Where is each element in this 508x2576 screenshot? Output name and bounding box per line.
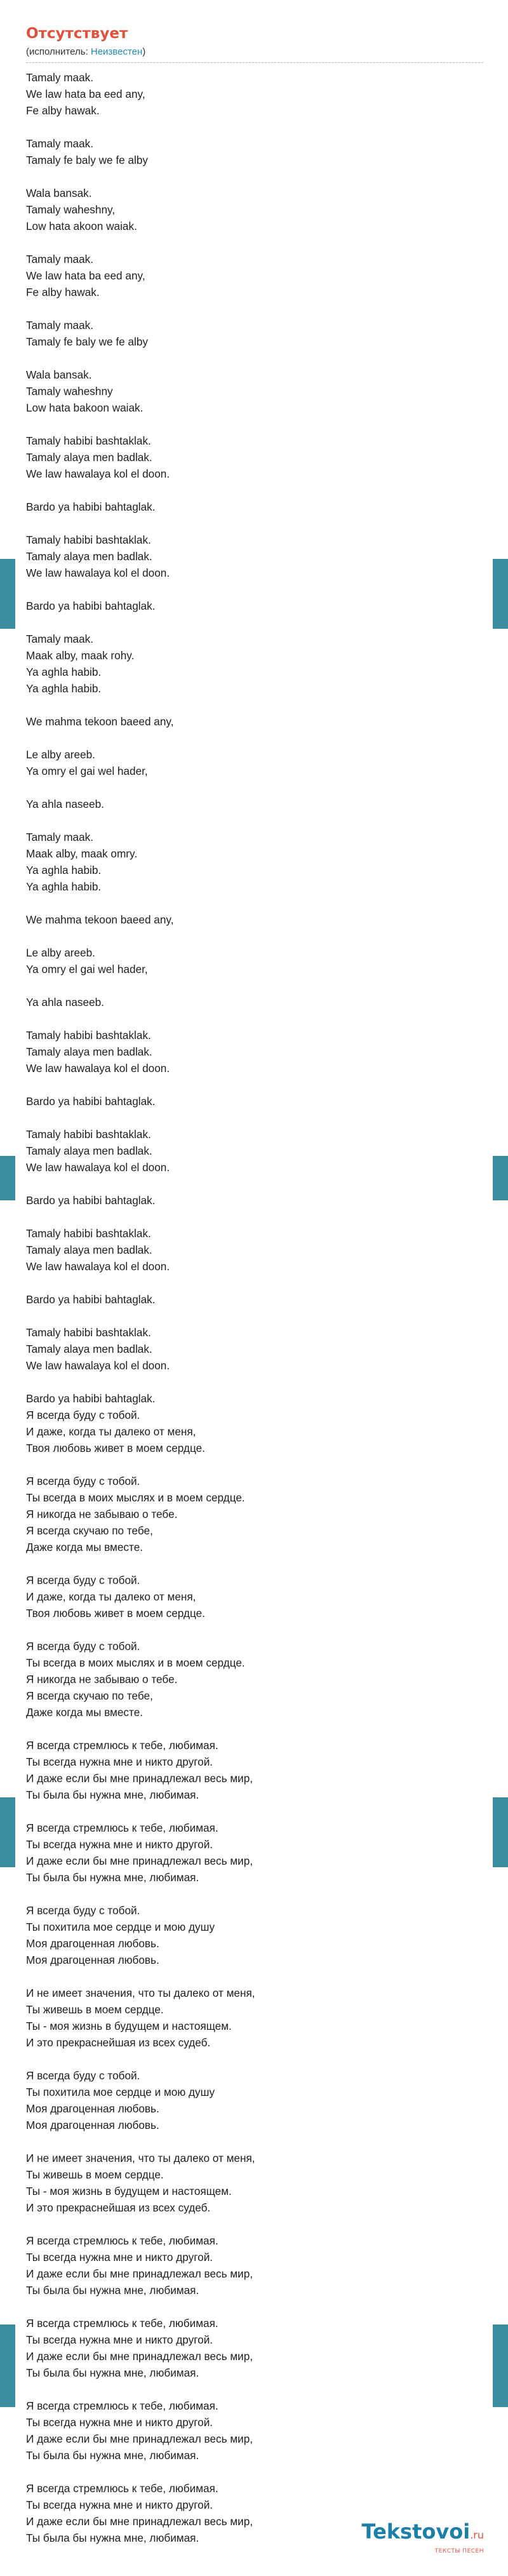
lyrics-stanza	[26, 2150, 483, 2216]
lyric-line: Твоя любовь живет в моем сердце.	[26, 1442, 205, 1454]
lyrics-stanza	[26, 713, 483, 730]
lyrics-stanza	[26, 1324, 483, 1374]
lyric-line: Твоя любовь живет в моем сердце.	[26, 1607, 205, 1620]
lyric-line: И это прекраснейшая из всех судеб.	[26, 2201, 211, 2214]
lyric-line: Tamaly fe baly we fe alby	[26, 154, 149, 166]
lyric-line: Fe alby hawak.	[26, 104, 100, 117]
lyric-line: И даже если бы мне принадлежал весь мир,	[26, 2350, 253, 2363]
lyric-line: Tamaly habibi bashtaklak.	[26, 1128, 151, 1141]
lyric-line: We mahma tekoon baeed any,	[26, 715, 174, 728]
lyric-line: Я всегда стремлюсь к тебе, любимая.	[26, 2482, 218, 2495]
lyric-line: We law hawalaya kol el doon.	[26, 467, 170, 480]
lyric-line: Ты всегда нужна мне и никто другой.	[26, 1755, 213, 1768]
lyric-line: И даже если бы мне принадлежал весь мир,	[26, 2432, 253, 2445]
lyric-line: Tamaly maak.	[26, 71, 94, 84]
lyrics-stanza	[26, 1638, 483, 1721]
lyric-line: We law hawalaya kol el doon.	[26, 1161, 170, 1174]
artist-line	[26, 46, 483, 58]
lyric-line: Ya omry el gai wel hader,	[26, 765, 148, 777]
side-band-left	[0, 1156, 15, 1200]
logo-tagline: ТЕКСТЫ ПЕСЕН	[434, 2548, 484, 2554]
lyric-line: Low hata bakoon waiak.	[26, 401, 144, 414]
lyric-line: Tamaly alaya men badlak.	[26, 550, 152, 563]
header-divider	[26, 62, 483, 63]
logo-text: Tekstovoi	[361, 2519, 471, 2544]
lyric-line: Моя драгоценная любовь.	[26, 1954, 159, 1966]
left-margin-bar	[0, 0, 15, 2576]
lyric-line: Maak alby, maak omry.	[26, 847, 138, 860]
lyric-line: Я всегда скучаю по тебе,	[26, 1524, 153, 1537]
lyric-line: Tamaly maak.	[26, 633, 94, 645]
lyric-line: Ты всегда в моих мыслях и в моем сердце.	[26, 1491, 245, 1504]
lyric-line: Я всегда буду с тобой.	[26, 2069, 140, 2082]
lyric-line: Tamaly habibi bashtaklak.	[26, 1227, 151, 1240]
lyric-line: Tamaly alaya men badlak.	[26, 1343, 152, 1355]
lyric-line: Я всегда стремлюсь к тебе, любимая.	[26, 2317, 218, 2330]
lyrics-stanza	[26, 366, 483, 416]
lyric-line: И не имеет значения, что ты далеко от меня,	[26, 1987, 255, 1999]
lyrics-page	[26, 25, 483, 2563]
lyric-line: И даже если бы мне принадлежал весь мир,	[26, 2267, 253, 2280]
lyric-line: Bardo ya habibi bahtaglak.	[26, 1293, 156, 1306]
lyrics-stanza	[26, 1820, 483, 1886]
lyrics-stanza	[26, 1390, 483, 1456]
lyrics-stanza	[26, 1985, 483, 2051]
lyric-line: Tamaly alaya men badlak.	[26, 1045, 152, 1058]
lyric-line: Ты - моя жизнь в будущем и настоящем.	[26, 2185, 232, 2197]
lyrics-stanza	[26, 1126, 483, 1176]
lyrics-stanza	[26, 796, 483, 812]
lyrics-stanza	[26, 433, 483, 482]
lyric-line: Tamaly maak.	[26, 319, 94, 332]
lyric-line: We law hata ba eed any,	[26, 88, 145, 100]
lyrics-stanza	[26, 1093, 483, 1110]
artist-link[interactable]: Неизвестен	[90, 46, 143, 57]
lyrics-stanza	[26, 598, 483, 614]
lyrics-body	[26, 69, 483, 2546]
lyrics-stanza	[26, 1291, 483, 1308]
lyric-line: Tamaly habibi bashtaklak.	[26, 533, 151, 546]
side-band-right	[493, 1156, 508, 1200]
lyric-line: И это прекраснейшая из всех судеб.	[26, 2036, 211, 2049]
page-title: Отсутствует	[26, 25, 128, 42]
lyric-line: Моя драгоценная любовь.	[26, 2119, 159, 2131]
lyric-line: Low hata akoon waiak.	[26, 220, 137, 232]
lyric-line: Tamaly habibi bashtaklak.	[26, 1029, 151, 1042]
lyrics-stanza	[26, 69, 483, 119]
lyric-line: Bardo ya habibi bahtaglak.	[26, 600, 156, 612]
lyric-line: Ты была бы нужна мне, любимая.	[26, 2284, 199, 2297]
lyric-line: Ты была бы нужна мне, любимая.	[26, 1788, 199, 1801]
lyric-line: Я никогда не забываю о тебе.	[26, 1508, 178, 1520]
lyrics-stanza	[26, 1902, 483, 1968]
lyrics-stanza	[26, 1225, 483, 1275]
lyrics-stanza	[26, 532, 483, 581]
lyric-line: Ya omry el gai wel hader,	[26, 963, 148, 976]
lyric-line: Я всегда скучаю по тебе,	[26, 1689, 153, 1702]
lyric-line: Ya aghla habib.	[26, 666, 102, 678]
lyric-line: Le alby areeb.	[26, 748, 95, 761]
lyric-line: Ты всегда нужна мне и никто другой.	[26, 2499, 213, 2511]
lyrics-stanza	[26, 1737, 483, 1803]
lyric-line: Я всегда буду с тобой.	[26, 1475, 140, 1487]
lyrics-stanza	[26, 2232, 483, 2298]
lyric-line: Ты была бы нужна мне, любимая.	[26, 2532, 199, 2544]
lyric-line: Я всегда стремлюсь к тебе, любимая.	[26, 1821, 218, 1834]
lyric-line: Даже когда мы вместе.	[26, 1541, 144, 1553]
lyric-line: We law hawalaya kol el doon.	[26, 1062, 170, 1075]
lyric-line: Maak alby, maak rohy.	[26, 649, 135, 662]
lyrics-stanza	[26, 1572, 483, 1621]
lyric-line: Ты всегда в моих мыслях и в моем сердце.	[26, 1656, 245, 1669]
lyric-line: Моя драгоценная любовь.	[26, 1937, 159, 1950]
lyrics-stanza	[26, 631, 483, 697]
lyric-line: Ты всегда нужна мне и никто другой.	[26, 1838, 213, 1851]
lyric-line: Даже когда мы вместе.	[26, 1706, 144, 1719]
lyric-line: Ya aghla habib.	[26, 682, 102, 695]
lyrics-stanza	[26, 135, 483, 168]
site-logo[interactable]	[361, 2520, 484, 2554]
lyric-line: Ya ahla naseeb.	[26, 996, 104, 1009]
lyrics-stanza	[26, 2067, 483, 2133]
lyrics-stanza	[26, 317, 483, 350]
lyric-line: Я всегда буду с тобой.	[26, 1904, 140, 1917]
lyric-line: Ты - моя жизнь в будущем и настоящем.	[26, 2020, 232, 2032]
lyric-line: Tamaly habibi bashtaklak.	[26, 1326, 151, 1339]
side-band-left	[0, 2324, 15, 2407]
lyrics-stanza	[26, 1027, 483, 1077]
lyrics-stanza	[26, 251, 483, 300]
lyric-line: И даже если бы мне принадлежал весь мир,	[26, 1772, 253, 1785]
lyric-line: Tamaly alaya men badlak.	[26, 451, 152, 464]
lyrics-stanza	[26, 994, 483, 1010]
lyric-line: Bardo ya habibi bahtaglak.	[26, 1392, 156, 1405]
lyric-line: Tamaly fe baly we fe alby	[26, 335, 149, 348]
lyric-line: Le alby areeb.	[26, 946, 95, 959]
lyric-line: Ты похитила мое сердце и мою душу	[26, 2086, 215, 2098]
side-band-right	[493, 559, 508, 629]
lyric-line: Tamaly maak.	[26, 137, 94, 150]
lyric-line: Я никогда не забываю о тебе.	[26, 1673, 178, 1686]
lyric-line: We law hata ba eed any,	[26, 269, 145, 282]
lyric-line: Ты всегда нужна мне и никто другой.	[26, 2416, 213, 2429]
lyric-line: Tamaly alaya men badlak.	[26, 1244, 152, 1256]
lyrics-stanza	[26, 746, 483, 779]
lyric-line: We law hawalaya kol el doon.	[26, 567, 170, 579]
logo-domain: .ru	[470, 2529, 484, 2541]
lyric-line: Ты всегда нужна мне и никто другой.	[26, 2333, 213, 2346]
lyric-line: Я всегда буду с тобой.	[26, 1409, 140, 1421]
lyric-line: Tamaly maak.	[26, 253, 94, 265]
right-margin-bar	[493, 0, 508, 2576]
lyric-line: We law hawalaya kol el doon.	[26, 1260, 170, 1273]
lyric-line: Wala bansak.	[26, 187, 92, 199]
lyric-line: Tamaly alaya men badlak.	[26, 1144, 152, 1157]
lyric-line: Я всегда буду с тобой.	[26, 1574, 140, 1587]
artist-prefix: (исполнитель:	[26, 46, 91, 57]
lyric-line: Bardo ya habibi bahtaglak.	[26, 500, 156, 513]
lyric-line: Ya ahla naseeb.	[26, 798, 104, 810]
lyric-line: Tamaly waheshny,	[26, 203, 116, 216]
artist-suffix: )	[142, 46, 146, 57]
lyric-line: Ты живешь в моем сердце.	[26, 2003, 164, 2016]
lyric-line: Ты похитила мое сердце и мою душу	[26, 1921, 215, 1933]
lyric-line: Ты была бы нужна мне, любимая.	[26, 2366, 199, 2379]
side-band-right	[493, 2324, 508, 2407]
lyric-line: Ya aghla habib.	[26, 880, 102, 893]
lyric-line: Ты всегда нужна мне и никто другой.	[26, 2251, 213, 2264]
lyric-line: Моя драгоценная любовь.	[26, 2102, 159, 2115]
lyric-line: Fe alby hawak.	[26, 286, 100, 299]
lyric-line: Bardo ya habibi bahtaglak.	[26, 1095, 156, 1108]
lyric-line: Я всегда стремлюсь к тебе, любимая.	[26, 1739, 218, 1752]
side-band-left	[0, 559, 15, 629]
lyrics-stanza	[26, 1473, 483, 1555]
lyric-line: Wala bansak.	[26, 368, 92, 381]
lyric-line: И даже если бы мне принадлежал весь мир,	[26, 2515, 253, 2528]
lyric-line: Я всегда буду с тобой.	[26, 1640, 140, 1653]
lyric-line: И не имеет значения, что ты далеко от меня,	[26, 2152, 255, 2164]
lyrics-stanza	[26, 2398, 483, 2464]
side-band-left	[0, 1797, 15, 1867]
lyric-line: Ты была бы нужна мне, любимая.	[26, 1871, 199, 1884]
lyric-line: И даже если бы мне принадлежал весь мир,	[26, 1855, 253, 1867]
lyrics-stanza	[26, 944, 483, 977]
side-band-right	[493, 1797, 508, 1867]
lyric-line: Tamaly maak.	[26, 831, 94, 843]
lyric-line: Я всегда стремлюсь к тебе, любимая.	[26, 2399, 218, 2412]
lyric-line: Tamaly waheshny	[26, 385, 113, 398]
lyrics-stanza	[26, 2315, 483, 2381]
lyric-line: И даже, когда ты далеко от меня,	[26, 1590, 196, 1603]
lyric-line: Bardo ya habibi bahtaglak.	[26, 1194, 156, 1207]
lyrics-stanza	[26, 829, 483, 895]
lyric-line: И даже, когда ты далеко от меня,	[26, 1425, 196, 1438]
lyric-line: Tamaly habibi bashtaklak.	[26, 434, 151, 447]
lyric-line: Ты живешь в моем сердце.	[26, 2168, 164, 2181]
lyric-line: Я всегда стремлюсь к тебе, любимая.	[26, 2234, 218, 2247]
lyric-line: We law hawalaya kol el doon.	[26, 1359, 170, 1372]
lyric-line: Ты была бы нужна мне, любимая.	[26, 2449, 199, 2462]
lyrics-stanza	[26, 1192, 483, 1209]
lyrics-stanza	[26, 911, 483, 928]
lyric-line: We mahma tekoon baeed any,	[26, 913, 174, 926]
lyrics-stanza	[26, 499, 483, 515]
lyric-line: Ya aghla habib.	[26, 864, 102, 876]
lyrics-stanza	[26, 185, 483, 234]
